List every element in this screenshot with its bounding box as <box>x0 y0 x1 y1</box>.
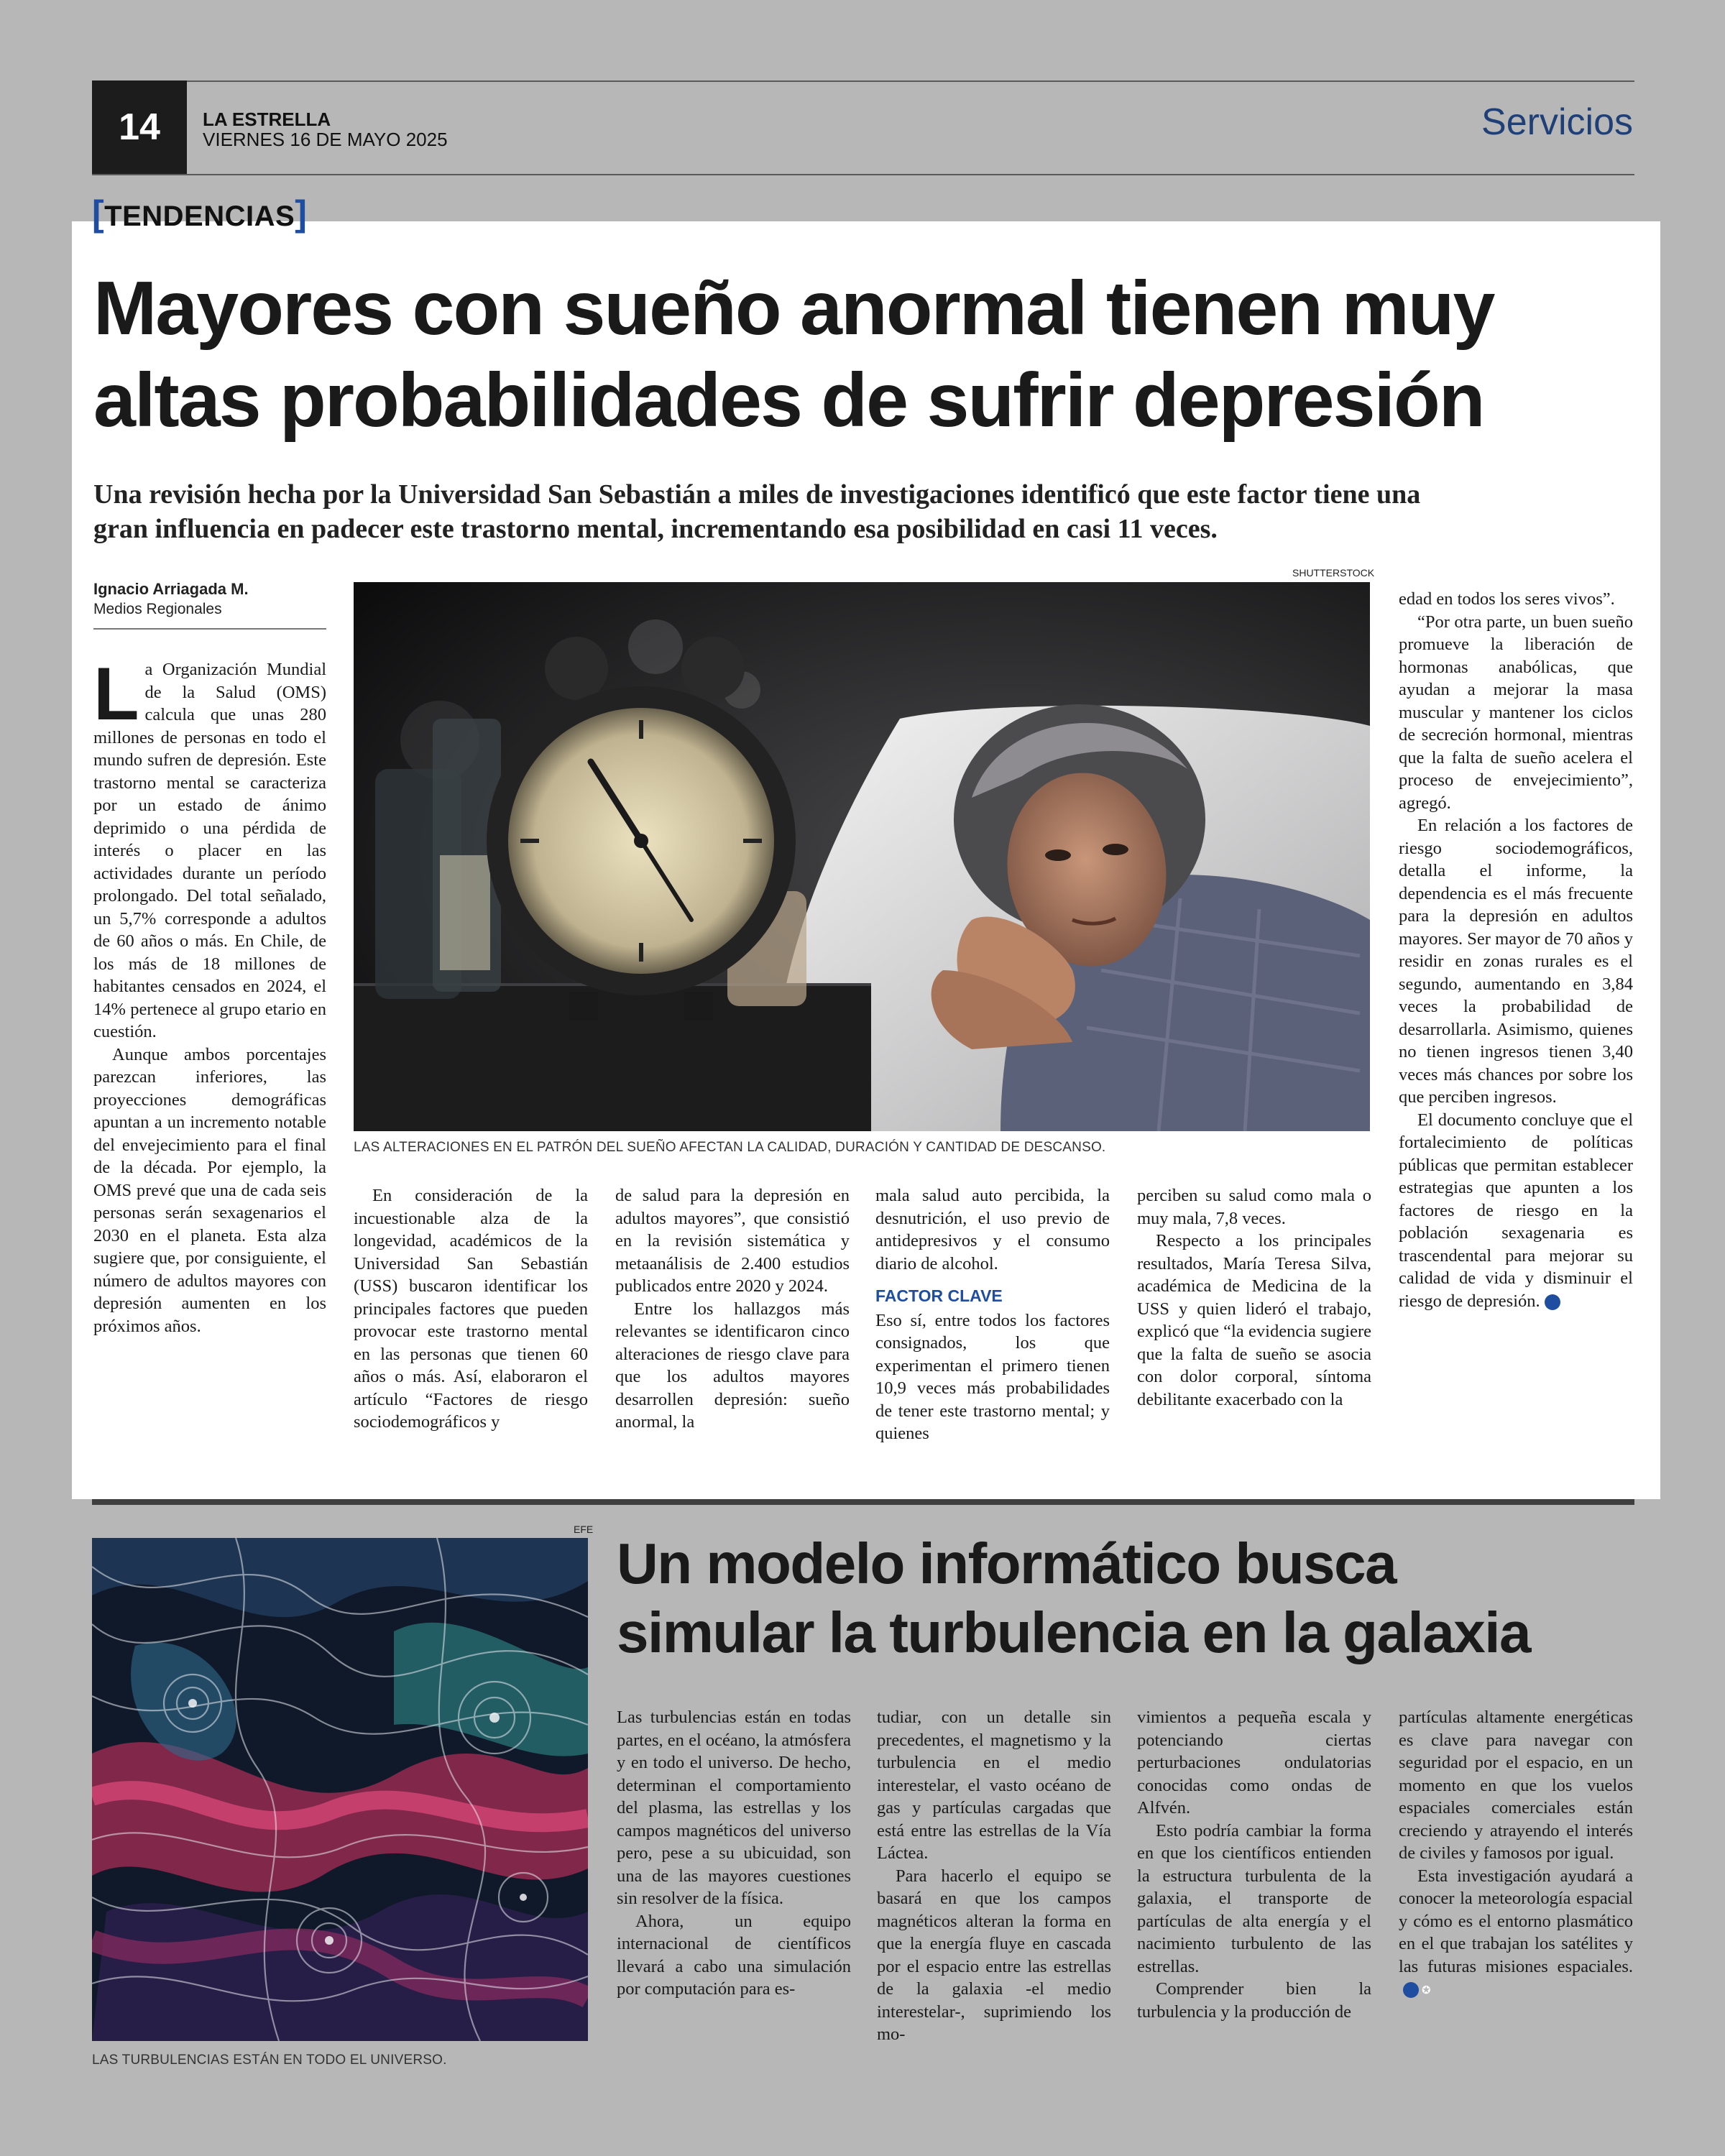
author-outlet: Medios Regionales <box>93 601 222 617</box>
paragraph: edad en todos los seres vivos”. <box>1399 589 1615 609</box>
article1-column-5 <box>1137 1184 1371 1411</box>
drop-cap: L <box>93 653 139 736</box>
article2-column-2 <box>877 1706 1111 2046</box>
paragraph: Eso sí, entre todos los factores consignados, los que experimentan el primero tienen 10,9 veces más probabilidades de tener este trastorno mental; y quienes <box>875 1310 1110 1443</box>
article1-column-4 <box>875 1184 1110 1445</box>
article-deck <box>93 477 1639 546</box>
paragraph: vimientos a pequeña escala y potenciando ciertas perturbaciones ondulatorias conocidas como ondas de Alfvén. <box>1137 1708 1371 1818</box>
turbulence-swirl-art <box>92 1538 588 2041</box>
paragraph: Ahora, un equipo internacional de científicos llevará a cabo una simulación por computación para es- <box>617 1911 851 1999</box>
photo2-caption: LAS TURBULENCIAS ESTÁN EN TODO EL UNIVERSO. <box>92 2053 447 2068</box>
paragraph: a Organización Mundial de la Salud (OMS) calcula que unas 280 millones de personas en todo el mundo sufren de depresión. Este trastorno mental se caracteriza por un estado de ánimo deprimido o una pérdida de interés o placer en las actividades durante un período prolongado. Del total señalado, un 5,7% corresponde a adultos de 60 años o más. En Chile, de los más de 18 millones de habitantes censados en 2024, el 14% pertenece al grupo etario en cuestión. <box>93 660 326 1041</box>
headline-line-1: Mayores con sueño anormal tienen muy <box>93 266 1494 351</box>
article2-headline <box>617 1529 1637 1667</box>
paragraph: En relación a los factores de riesgo sociodemográficos, detalla el informe, la dependencia es el más frecuente para la depresión en adultos mayores. Ser mayor de 70 años y residir en zonas rurales es el segundo, aumentando en 3,84 veces la probabilidad de desarrollarla. Asimismo, quienes no tienen ingresos tienen 3,40 veces más chances por sobre los que perciben ingresos. <box>1399 816 1633 1107</box>
photo-caption: LAS ALTERACIONES EN EL PATRÓN DEL SUEÑO AFECTAN LA CALIDAD, DURACIÓN Y CANTIDAD DE DESCANSO. <box>354 1140 1106 1155</box>
article-photo <box>354 582 1370 1131</box>
article1-column-6 <box>1399 588 1633 1312</box>
page-number: 14 <box>92 80 187 174</box>
article1-column-2 <box>354 1184 588 1434</box>
section-tag: [TENDENCIAS] <box>92 193 308 234</box>
article-headline <box>93 262 1646 446</box>
byline-rule <box>93 628 326 630</box>
paragraph: partículas altamente energéticas es clave para navegar con seguridad por el espacio, en un momento en que los vuelos espaciales comerciales están creciendo y atrayendo el interés de civiles y famosos por igual. <box>1399 1708 1633 1863</box>
byline <box>93 579 249 619</box>
paragraph: tudiar, con un detalle sin precedentes, el magnetismo y la turbulencia en el medio interestelar, el vasto océano de gas y partículas cargadas que está entre las estrellas de la Vía Láctea. <box>877 1708 1111 1863</box>
paragraph: En consideración de la incuestionable alza de la longevidad, académicos de la Universidad San Sebastián (USS) buscaron identificar los principales factores que pueden provocar este trastorno mental en las personas que tienen 60 años o más. Así, elaboraron el artículo “Factores de riesgo sociodemográficos y <box>354 1186 588 1432</box>
section-tag-label: TENDENCIAS <box>104 201 295 232</box>
article1-column-1 <box>93 653 326 1337</box>
paragraph: Comprender bien la turbulencia y la producción de <box>1137 1979 1371 2022</box>
paragraph: Esto podría cambiar la forma en que los científicos entienden la estructura turbulenta de la galaxia, el transporte de partículas de alta energía y el nacimiento turbulento de las estrellas. <box>1137 1820 1371 1976</box>
woman-awake-with-alarm-clock-photo <box>354 582 1370 1131</box>
end-of-article-icon: ✪ <box>1403 1982 1419 1998</box>
masthead <box>203 109 448 149</box>
author-name: Ignacio Arriagada M. <box>93 580 249 598</box>
article2-column-1 <box>617 1706 851 2001</box>
section-title: Servicios <box>1481 101 1633 143</box>
article2-column-3 <box>1137 1706 1371 2023</box>
paragraph: Para hacerlo el equipo se basará en que los campos magnéticos alteran la forma en que la energía fluye en cascada por el espacio entre las estrellas de la galaxia -el medio interestelar-, suprimiendo los mo- <box>877 1866 1111 2044</box>
paragraph: mala salud auto percibida, la desnutrición, el uso previo de antidepresivos y el consumo diario de alcohol. <box>875 1186 1110 1273</box>
subhead-factor-clave: FACTOR CLAVE <box>875 1286 1003 1305</box>
headline2-line-2: simular la turbulencia en la galaxia <box>617 1600 1530 1664</box>
end-of-article-icon: ✪ <box>1545 1294 1560 1310</box>
section-divider <box>92 1499 1634 1505</box>
article2-column-4 <box>1399 1706 1633 2001</box>
paragraph: de salud para la depresión en adultos mayores”, que consistió en la revisión sistemática y metaanálisis de 2.400 estudios publicados entre 2020 y 2024. <box>615 1186 850 1296</box>
deck-line-1: Una revisión hecha por la Universidad San Sebastián a miles de investigaciones identificó que este factor tiene una <box>93 479 1421 510</box>
deck-line-2: gran influencia en padecer este trastorno mental, incrementando esa posibilidad en casi 11 veces. <box>93 514 1218 544</box>
photo-credit: SHUTTERSTOCK <box>1292 567 1375 579</box>
header-bottom-rule <box>92 174 1634 175</box>
paragraph: Las turbulencias están en todas partes, en el océano, la atmósfera y en todo el universo. De hecho, determinan el comportamiento del plasma, las estrellas y los campos magnéticos del universo pero, pese a su ubicuidad, son una de las mayores cuestiones sin resolver de la física. <box>617 1708 851 1908</box>
paragraph: perciben su salud como mala o muy mala, 7,8 veces. <box>1137 1186 1371 1228</box>
paragraph: El documento concluye que el fortalecimiento de políticas públicas que permitan establecer estrategias que apunten a los factores de riesgo en la población sexagenaria es trascendental para mejorar su calidad de vida y disminuir el riesgo de depresión. <box>1399 1110 1633 1311</box>
paragraph: Aunque ambos porcentajes parezcan inferiores, las proyecciones demográficas apuntan a un incremento notable del envejecimiento para el final de la década. Por ejemplo, la OMS prevé que una de cada seis personas serán sexagenarios el 2030 en el planeta. Esta alza sugiere que, por consiguiente, el número de adultos mayores con depresión aumenten en los próximos años. <box>93 1044 326 1336</box>
header-top-rule <box>92 80 1634 82</box>
headline-line-2: altas probabilidades de sufrir depresión <box>93 358 1484 443</box>
paragraph: Esta investigación ayudará a conocer la meteorología espacial y cómo es el entorno plasmático en el que trabajan los satélites y las futuras misiones espaciales. <box>1399 1866 1633 1976</box>
turbulence-image <box>92 1538 588 2041</box>
paragraph: Respecto a los principales resultados, María Teresa Silva, académica de Medicina de la USS y quien lideró el trabajo, explicó que “la evidencia sugiere que la falta de sueño se asocia con dolor corporal, síntoma debilitante exacerbado con la <box>1137 1231 1371 1409</box>
paragraph: “Por otra parte, un buen sueño promueve la liberación de hormonas anabólicas, que ayudan a mejorar la masa muscular y mantener los ciclos de secreción hormonal, mientras que la falta de sueño acelera el proceso de envejecimiento”, agregó. <box>1399 612 1633 813</box>
newspaper-name: LA ESTRELLA <box>203 109 331 130</box>
photo2-credit: EFE <box>574 1524 594 1535</box>
headline2-line-1: Un modelo informático busca <box>617 1531 1397 1595</box>
article1-column-3 <box>615 1184 850 1434</box>
paragraph: Entre los hallazgos más relevantes se identificaron cinco alteraciones de riesgo clave para que los adultos mayores desarrollen depresión: sueño anormal, la <box>615 1299 850 1432</box>
issue-date: VIERNES 16 DE MAYO 2025 <box>203 129 448 150</box>
